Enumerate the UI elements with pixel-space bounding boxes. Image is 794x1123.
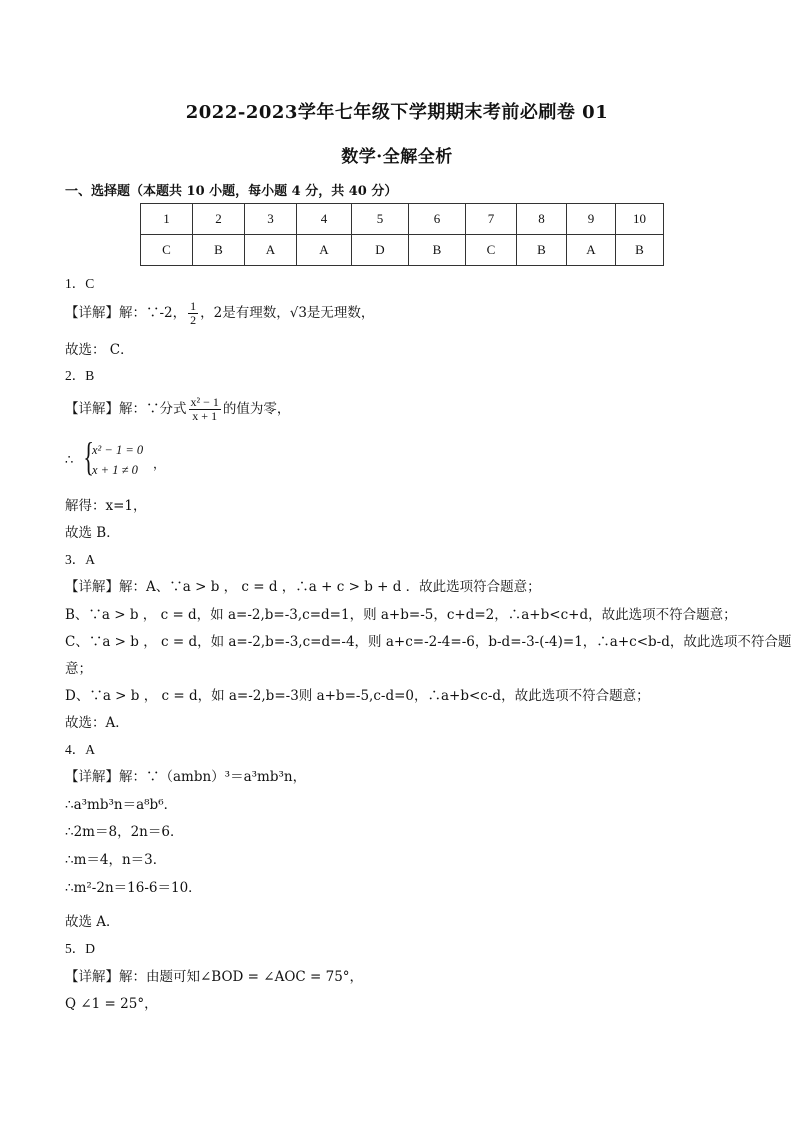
answer-table-number-row <box>141 204 664 235</box>
equation-row: x + 1 ≠ 0 <box>92 463 138 477</box>
q4-line-1: 【详解】解：∵（ambn）³＝a³mb³n， <box>65 769 307 785</box>
table-cell: C <box>466 235 517 266</box>
q3-heading: 3．A <box>65 552 95 567</box>
q4-line-4: ∴m＝4，n＝3． <box>65 852 167 868</box>
table-cell: 7 <box>466 204 517 235</box>
section-heading: 一、选择题（本题共 10 小题，每小题 4 分，共 40 分） <box>65 184 398 199</box>
therefore-symbol: ∴ <box>65 453 74 468</box>
q1-heading: 1．C <box>65 276 95 291</box>
q5-line-1: 【详解】解：由题可知∠BOD = ∠AOC = 75°， <box>65 969 364 985</box>
q3-line-d: D、∵a > b ， c = d，如 a=-2,b=-3则 a+b=-5,c-d=0，∴a+b<c-d，故此选项不符合题意； <box>65 688 650 704</box>
q2-text-b: 的值为零， <box>222 401 291 417</box>
q3-line-b: B、∵a > b ， c = d，如 a=-2,b=-3,c=d=1，则 a+b=-5，c+d=2，∴a+b<c+d，故此选项不符合题意； <box>65 607 737 623</box>
equation-tail: ， <box>153 457 166 471</box>
table-cell: B <box>193 235 245 266</box>
q1-solution-line <box>65 300 374 327</box>
q5-line-2: Q ∠1 = 25°， <box>65 996 158 1012</box>
table-cell: B <box>616 235 664 266</box>
q3-line-a: 【详解】解：A、∵a > b ， c = d ，∴a + c > b + d ．故此选项符合题意； <box>65 579 541 595</box>
q4-conclusion: 故选 A． <box>65 914 120 930</box>
q2-conclusion: 故选 B． <box>65 525 120 541</box>
table-cell: 10 <box>616 204 664 235</box>
table-cell: 2 <box>193 204 245 235</box>
q4-line-2: ∴a³mb³n＝a⁸b⁶． <box>65 797 178 813</box>
table-cell: C <box>141 235 193 266</box>
fraction-numerator: x² − 1 <box>190 395 219 409</box>
q3-line-c-cont: 意； <box>65 661 92 677</box>
table-cell: 5 <box>352 204 409 235</box>
page-subtitle: 数学·全解全析 <box>341 147 453 167</box>
fraction-denominator: 2 <box>190 313 197 327</box>
q4-heading: 4．A <box>65 742 95 757</box>
q4-line-5: ∴m²-2n＝16-6＝10． <box>65 880 202 896</box>
table-cell: A <box>245 235 297 266</box>
table-cell: 6 <box>409 204 466 235</box>
page-title: 2022-2023学年七年级下学期期末考前必刷卷 01 <box>185 102 609 123</box>
q2-solution-line <box>65 396 290 423</box>
fraction-numerator: 1 <box>190 299 197 313</box>
table-cell: 4 <box>297 204 352 235</box>
table-cell: 9 <box>567 204 616 235</box>
brace-symbol: { <box>83 434 94 479</box>
table-cell: B <box>517 235 567 266</box>
table-cell: 1 <box>141 204 193 235</box>
answer-table <box>140 203 664 266</box>
q5-heading: 5．D <box>65 941 95 956</box>
q1-fraction <box>188 300 198 327</box>
table-cell: B <box>409 235 466 266</box>
table-cell: 3 <box>245 204 297 235</box>
q2-heading: 2．B <box>65 368 95 383</box>
q1-conclusion: 故选： C． <box>65 342 134 358</box>
table-cell: D <box>352 235 409 266</box>
q3-line-c: C、∵a > b ， c = d，如 a=-2,b=-3,c=d=-4，则 a+c=-2-4=-6，b-d=-3-(-4)=1，∴a+c<b-d，故此选项不符合题 <box>65 634 792 650</box>
q3-conclusion: 故选：A． <box>65 715 129 731</box>
q2-result: 解得：x=1， <box>65 498 147 514</box>
table-cell: 8 <box>517 204 567 235</box>
fraction-denominator: x + 1 <box>192 409 218 423</box>
table-cell: A <box>567 235 616 266</box>
q1-text-b: ，2是有理数，√3是无理数， <box>200 305 375 321</box>
q2-text-a: 【详解】解：∵分式 <box>65 401 187 417</box>
equation-row: x² − 1 = 0 <box>92 443 144 457</box>
answer-table-answer-row <box>141 235 664 266</box>
q1-text-a: 【详解】解：∵-2， <box>65 305 187 321</box>
q4-line-3: ∴2m＝8，2n＝6． <box>65 824 184 840</box>
table-cell: A <box>297 235 352 266</box>
q2-fraction <box>189 396 221 423</box>
